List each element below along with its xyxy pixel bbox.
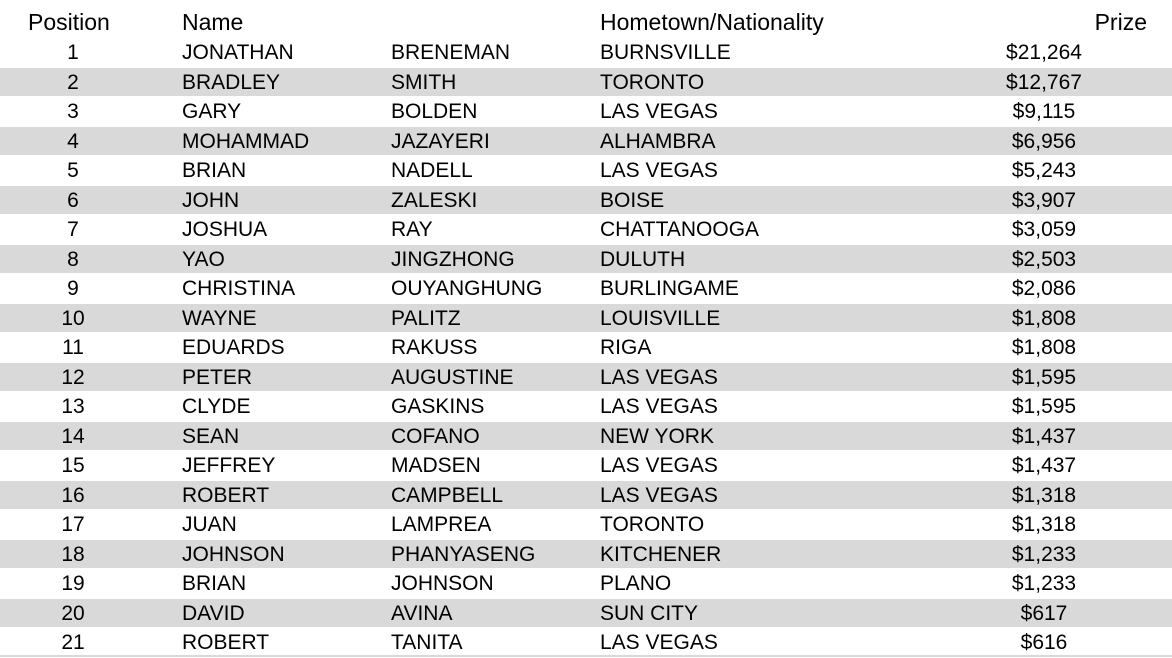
hometown-cell: BOISE [600,188,665,212]
prize-cell: $12,767 [1006,70,1082,94]
position-cell: 3 [67,100,79,123]
last-name-cell: RAY [391,218,433,241]
prize-cell: $2,086 [1011,277,1077,300]
position-cell: 18 [61,542,85,566]
prize-cell: $21,264 [1006,41,1082,64]
position-cell: 6 [67,188,79,212]
header-name: Name [182,9,244,35]
prize-cell: $1,437 [1011,424,1077,448]
last-name-cell: JINGZHONG [391,247,515,271]
hometown-cell: RIGA [600,336,652,359]
prize-cell: $1,233 [1011,542,1077,566]
last-name-cell: LAMPREA [391,513,492,536]
table-row [0,569,1172,599]
first-name-cell: BRIAN [182,159,247,182]
hometown-cell: BURLINGAME [600,277,739,300]
prize-cell: $1,233 [1011,572,1077,595]
first-name-cell: JOHNSON [182,542,285,566]
hometown-cell: LAS VEGAS [600,159,718,182]
last-name-cell: TANITA [391,631,463,654]
table-row [0,274,1172,304]
first-name-cell: BRADLEY [182,70,281,94]
position-cell: 12 [61,365,85,389]
table-row [0,481,1172,511]
first-name-cell: CLYDE [182,395,251,418]
position-cell: 17 [61,513,85,536]
first-name-cell: SEAN [182,424,240,448]
table-row [0,245,1172,275]
header-position: Position [28,9,110,35]
position-cell: 20 [61,601,85,625]
prize-cell: $1,437 [1011,454,1077,477]
prize-cell: $1,595 [1011,365,1077,389]
table-bottom-border [0,655,1172,657]
hometown-cell: KITCHENER [600,542,722,566]
first-name-cell: BRIAN [182,572,247,595]
first-name-cell: YAO [182,247,225,271]
position-cell: 8 [67,247,79,271]
prize-cell: $6,956 [1011,129,1077,153]
table-header [0,0,1172,38]
last-name-cell: GASKINS [391,395,485,418]
position-cell: 11 [62,336,84,359]
last-name-cell: OUYANGHUNG [391,277,543,300]
header-prize: Prize [1094,9,1147,35]
table-row [0,97,1172,127]
table-row [0,422,1172,452]
position-cell: 21 [61,631,85,654]
hometown-cell: LAS VEGAS [600,365,718,389]
table-row [0,304,1172,334]
position-cell: 16 [61,483,85,507]
last-name-cell: BRENEMAN [391,41,511,64]
prize-cell: $616 [1020,631,1068,654]
position-cell: 1 [67,41,79,64]
hometown-cell: LAS VEGAS [600,483,718,507]
first-name-cell: MOHAMMAD [182,129,310,153]
table-row [0,510,1172,540]
last-name-cell: SMITH [391,70,457,94]
last-name-cell: JOHNSON [391,572,494,595]
table-row [0,451,1172,481]
table-row [0,38,1172,68]
prize-cell: $1,808 [1011,306,1077,330]
last-name-cell: ZALESKI [391,188,478,212]
prize-cell: $1,318 [1011,513,1077,536]
first-name-cell: DAVID [182,601,245,625]
table-row [0,628,1172,658]
table-row [0,392,1172,422]
first-name-cell: ROBERT [182,483,270,507]
table-row [0,68,1172,98]
hometown-cell: BURNSVILLE [600,41,731,64]
first-name-cell: GARY [182,100,242,123]
prize-cell: $9,115 [1012,100,1076,123]
hometown-cell: LAS VEGAS [600,631,718,654]
hometown-cell: CHATTANOOGA [600,218,760,241]
last-name-cell: NADELL [391,159,473,182]
prize-cell: $1,318 [1011,483,1077,507]
prize-cell: $3,059 [1011,218,1077,241]
prize-cell: $3,907 [1011,188,1077,212]
position-cell: 7 [67,218,79,241]
last-name-cell: AVINA [391,601,453,625]
position-cell: 10 [61,306,85,330]
table-row [0,363,1172,393]
first-name-cell: JOHN [182,188,240,212]
hometown-cell: ALHAMBRA [600,129,716,153]
hometown-cell: NEW YORK [600,424,714,448]
position-cell: 19 [61,572,85,595]
first-name-cell: PETER [182,365,253,389]
position-cell: 5 [67,159,79,182]
table-row [0,186,1172,216]
last-name-cell: PALITZ [391,306,461,330]
first-name-cell: CHRISTINA [182,277,296,300]
first-name-cell: WAYNE [182,306,257,330]
first-name-cell: JUAN [182,513,237,536]
last-name-cell: CAMPBELL [391,483,504,507]
table-row [0,156,1172,186]
last-name-cell: RAKUSS [391,336,478,359]
first-name-cell: JONATHAN [182,41,294,64]
prize-cell: $1,808 [1011,336,1077,359]
position-cell: 13 [61,395,85,418]
first-name-cell: JEFFREY [182,454,276,477]
hometown-cell: DULUTH [600,247,686,271]
hometown-cell: PLANO [600,572,672,595]
first-name-cell: JOSHUA [182,218,268,241]
prize-cell: $5,243 [1011,159,1077,182]
table-row [0,333,1172,363]
position-cell: 2 [67,70,79,94]
hometown-cell: LAS VEGAS [600,454,718,477]
position-cell: 14 [61,424,85,448]
hometown-cell: SUN CITY [600,601,699,625]
table-row [0,599,1172,629]
last-name-cell: BOLDEN [391,100,478,123]
prize-cell: $617 [1020,601,1068,625]
hometown-cell: TORONTO [600,513,705,536]
last-name-cell: JAZAYERI [391,129,490,153]
position-cell: 15 [61,454,85,477]
position-cell: 9 [67,277,79,300]
last-name-cell: MADSEN [391,454,481,477]
table-row [0,127,1172,157]
first-name-cell: ROBERT [182,631,270,654]
hometown-cell: LAS VEGAS [600,395,718,418]
last-name-cell: PHANYASENG [391,542,536,566]
results-table-body [0,38,1172,658]
position-cell: 4 [67,129,79,153]
first-name-cell: EDUARDS [182,336,285,359]
hometown-cell: TORONTO [600,70,705,94]
hometown-cell: LOUISVILLE [600,306,721,330]
header-hometown: Hometown/Nationality [600,9,824,35]
hometown-cell: LAS VEGAS [600,100,718,123]
prize-cell: $2,503 [1011,247,1077,271]
last-name-cell: COFANO [391,424,480,448]
table-row [0,215,1172,245]
last-name-cell: AUGUSTINE [391,365,514,389]
table-row [0,540,1172,570]
prize-cell: $1,595 [1011,395,1077,418]
